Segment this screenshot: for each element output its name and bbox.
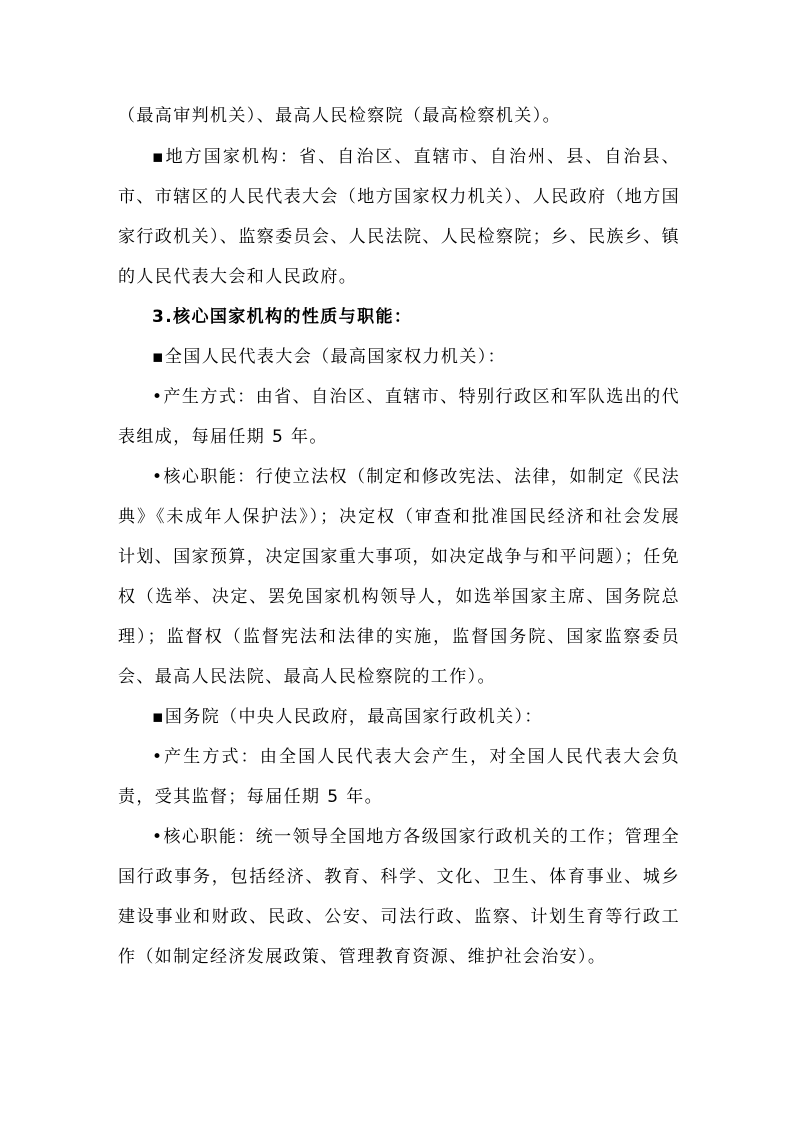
- paragraph-npc-formation: •产生方式：由省、自治区、直辖市、特别行政区和军队选出的代表组成，每届任期 5 年。: [118, 387, 680, 447]
- section-heading-core-organs: 3.核心国家机构的性质与职能：: [152, 307, 413, 327]
- paragraph-npc-functions: •核心职能：行使立法权（制定和修改宪法、法律，如制定《民法典》《未成年人保护法》）；决定权（审查和批准国民经济和社会发展计划、国家预算，决定国家重大事项，如决定战争与和平问题）；任免权（选举、决定、罢免国家机构领导人，如选举国家主席、国务院总理）；监督权（监督宪法和法律的实施，监督国务院、国家监察委员会、最高人民法院、最高人民检察院的工作）。: [118, 467, 680, 687]
- subheading-npc: ▪全国人民代表大会（最高国家权力机关）：: [152, 347, 507, 367]
- subheading-state-council: ▪国务院（中央人民政府，最高国家行政机关）：: [152, 707, 543, 727]
- paragraph-state-council-functions: •核心职能：统一领导全国地方各级国家行政机关的工作；管理全国行政事务，包括经济、教育、科学、文化、卫生、体育事业、城乡建设事业和财政、民政、公安、司法行政、监察、计划生育等行政工作（如制定经济发展政策、管理教育资源、维护社会治安）。: [118, 827, 680, 967]
- paragraph-state-council-formation: •产生方式：由全国人民代表大会产生，对全国人民代表大会负责，受其监督；每届任期 5 年。: [118, 747, 680, 807]
- paragraph-supreme-judicial-procuratorial: （最高审判机关）、最高人民检察院（最高检察机关）。: [118, 106, 561, 126]
- paragraph-local-state-organs: ▪地方国家机构：省、自治区、直辖市、自治州、县、自治县、市、市辖区的人民代表大会（地方国家权力机关）、人民政府（地方国家行政机关）、监察委员会、人民法院、人民检察院；乡、民族乡、镇的人民代表大会和人民政府。: [118, 147, 680, 287]
